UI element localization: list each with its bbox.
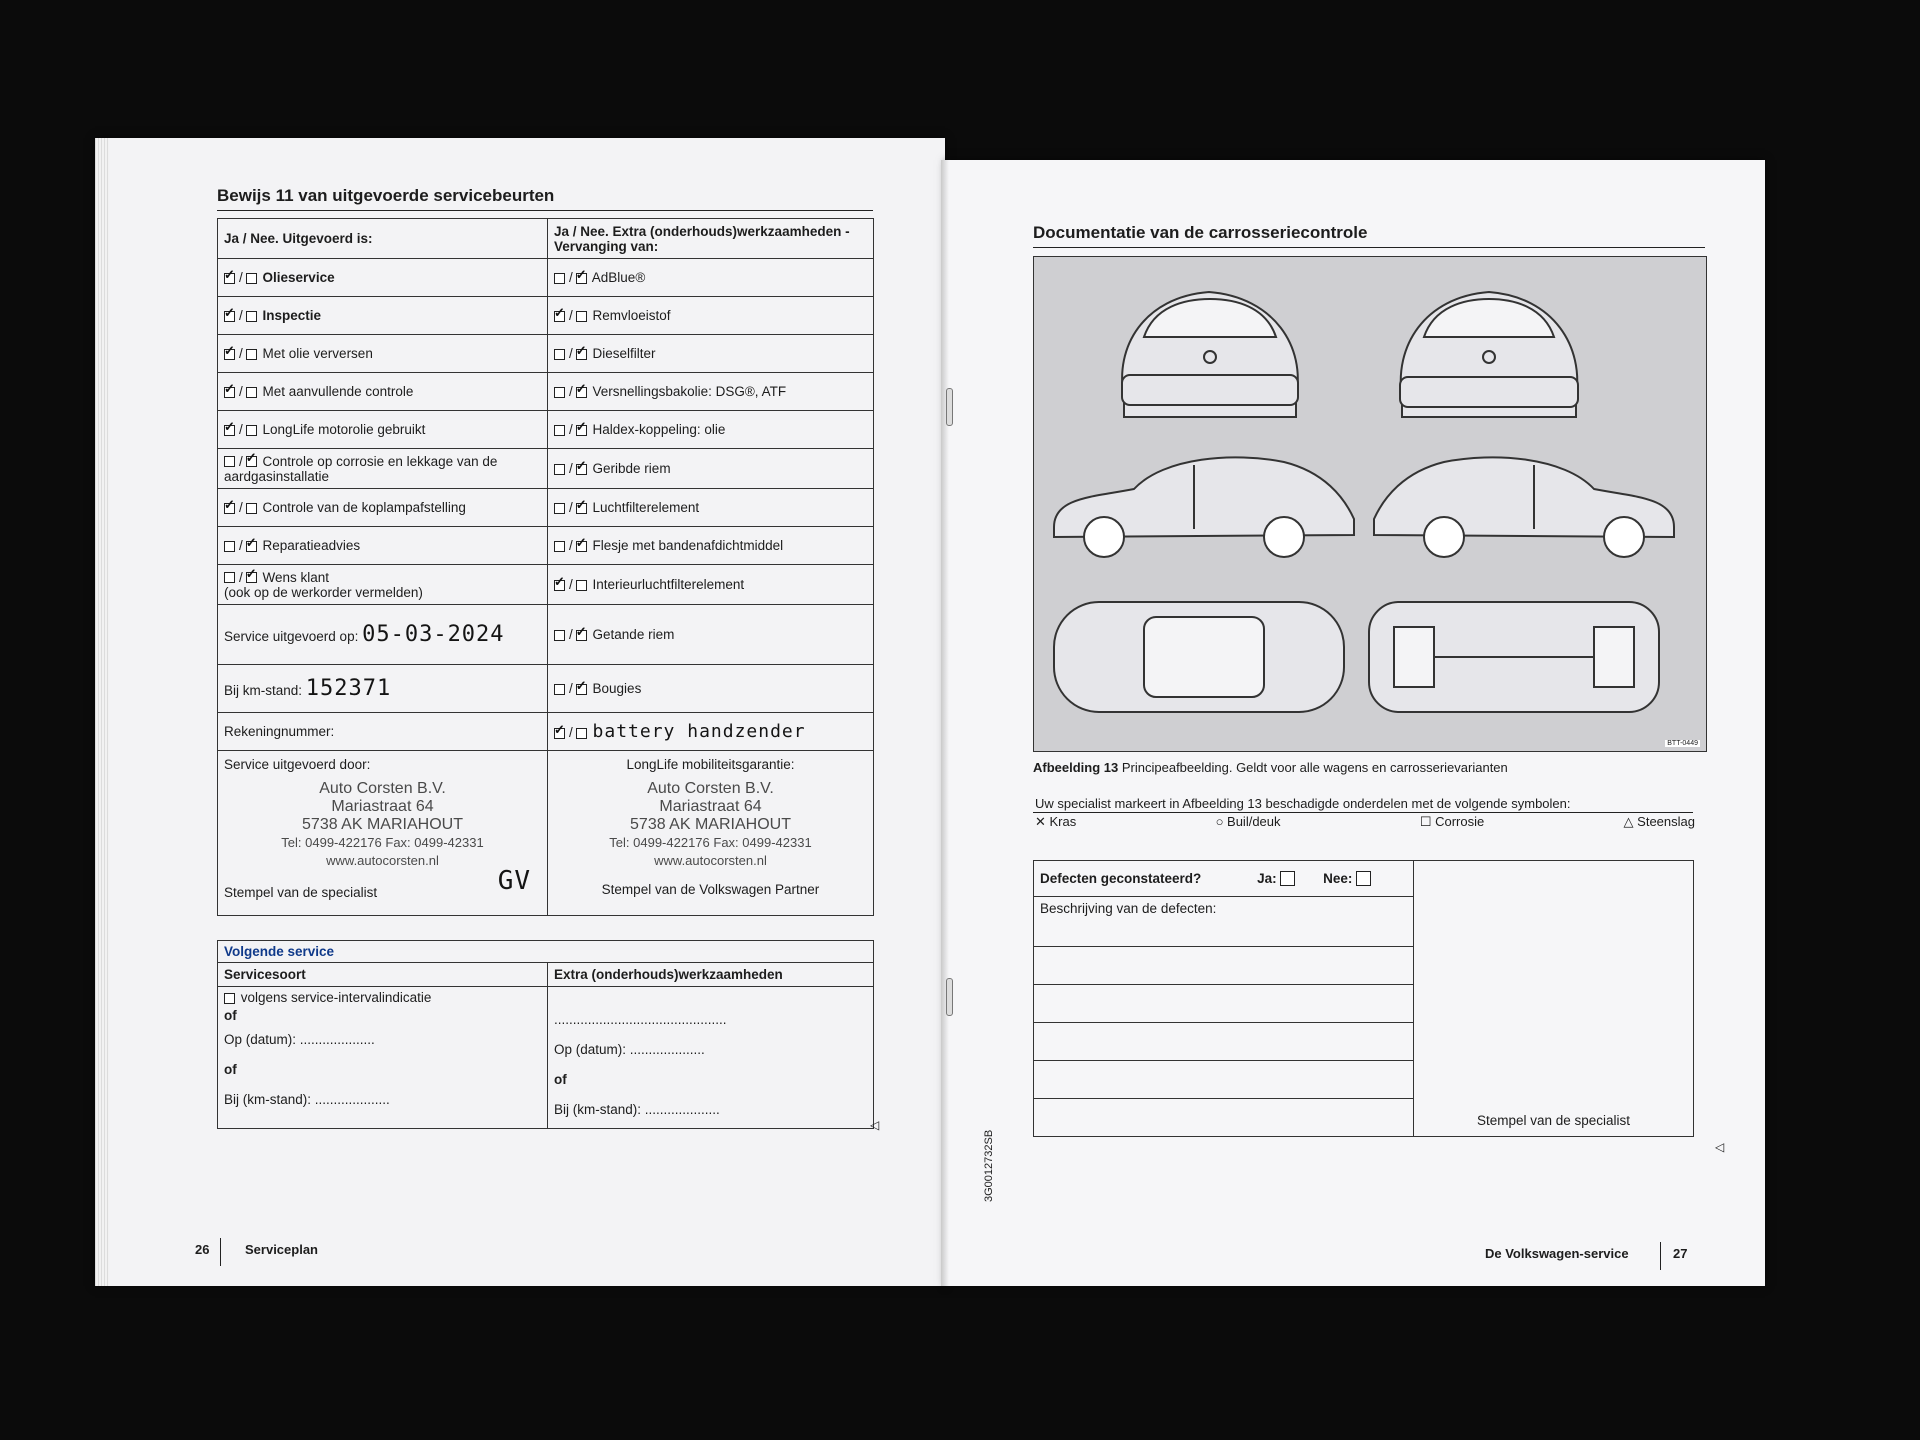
nee-checkbox [246, 541, 257, 552]
checklist-label: Geribde riem [592, 461, 671, 476]
checklist-row [218, 259, 874, 297]
defects-question-cell [1034, 861, 1414, 897]
next-service-title: Volgende service [218, 941, 874, 963]
figure-caption-label: Afbeelding 13 [1033, 760, 1119, 775]
stamp-cell [1414, 861, 1694, 1137]
stamp-line: www.autocorsten.nl [326, 853, 439, 868]
service-booklet [95, 130, 1765, 1290]
checklist-label: Versnellingsbakolie: DSG®, ATF [592, 384, 787, 399]
invoice-label: Rekeningnummer: [224, 724, 335, 739]
checklist-label: Wens klant (ook op de werkorder vermelden) [224, 569, 423, 600]
nee-checkbox [576, 541, 587, 552]
km-field: Bij (km-stand): .................... [224, 1092, 390, 1107]
stamp-line: www.autocorsten.nl [654, 853, 767, 868]
checklist-row [218, 449, 874, 489]
description-cell [1034, 897, 1414, 947]
performed-item-cell: ✓/ LongLife motorolie gebruikt [218, 411, 548, 449]
longlife-cell [548, 751, 874, 916]
performed-item-cell: ✓/ Olieservice [218, 259, 548, 297]
ja-checkbox [224, 541, 235, 552]
checklist-row [218, 411, 874, 449]
checkbox [224, 993, 235, 1004]
checklist-label: AdBlue® [591, 270, 646, 285]
symbol-legend [1035, 814, 1695, 830]
replacement-item-cell: /✓ Flesje met bandenafdichtmiddel [548, 527, 874, 565]
checklist-label: Met aanvullende controle [262, 384, 414, 399]
extra-work-cell [548, 987, 874, 1129]
car-outlines [1034, 257, 1706, 751]
performed-item-cell: /✓ Reparatieadvies [218, 527, 548, 565]
checklist-label: Haldex-koppeling: olie [592, 422, 726, 437]
stamp-specialist-label: Stempel van de specialist [224, 885, 378, 900]
extra-work-header: Extra (onderhouds)werkzaamheden [548, 963, 874, 987]
nee-checkbox [246, 273, 257, 284]
nee-checkbox [1356, 871, 1371, 886]
checklist-label: Controle op corrosie en lekkage van de aardgasinstallatie [224, 453, 498, 484]
ja-checkbox [224, 273, 235, 284]
ja-checkbox [1280, 871, 1295, 886]
dealer-stamp-right [554, 780, 867, 870]
performed-item-cell: /✓ Wens klant (ook op de werkorder vermelden) [218, 565, 548, 605]
checklist-row [218, 335, 874, 373]
or-label: of [224, 1062, 237, 1077]
performed-item-cell: /✓ Controle op corrosie en lekkage van de aardgasinstallatie [218, 449, 548, 489]
car-top-view [1054, 602, 1344, 712]
checklist-label: Reparatieadvies [262, 538, 361, 553]
stamp-line: Tel: 0499-422176 Fax: 0499-42331 [609, 835, 812, 850]
ja-checkbox [554, 464, 565, 475]
checklist-row [218, 373, 874, 411]
service-type-header: Servicesoort [218, 963, 548, 987]
checklist-label: Controle van de koplampafstelling [262, 500, 466, 515]
description-line [1034, 1099, 1414, 1137]
service-date-label: Service uitgevoerd op: [224, 629, 359, 644]
nee-checkbox [576, 684, 587, 695]
nee-checkbox [246, 387, 257, 398]
ja-checkbox [554, 580, 565, 591]
description-line [1034, 1023, 1414, 1061]
replacement-item-cell: /✓ Dieselfilter [548, 335, 874, 373]
col1-header: Ja / Nee. Uitgevoerd is: [218, 219, 548, 259]
nee-checkbox [576, 728, 587, 739]
symbol-scratch: ✕ Kras [1035, 814, 1077, 829]
stamp-line: 5738 AK MARIAHOUT [630, 816, 791, 833]
checklist-label: Dieselfilter [592, 346, 656, 361]
ja-checkbox [554, 684, 565, 695]
symbol-corrosion: ☐ Corrosie [1419, 814, 1485, 829]
body-diagram [1033, 256, 1707, 752]
dots-line: .............................................. [554, 1012, 727, 1027]
symbols-intro: Uw specialist markeert in Afbeelding 13 beschadigde onderdelen met de volgende symbolen: [1035, 796, 1571, 811]
nee-checkbox [576, 630, 587, 641]
nee-checkbox [576, 503, 587, 514]
ja-checkbox [554, 273, 565, 284]
page-edges [95, 138, 109, 1286]
continue-triangle: ◁ [870, 1118, 880, 1132]
page-number-left: 26 [195, 1242, 210, 1257]
booklet-spine [941, 160, 949, 1286]
car-side-left [1054, 457, 1354, 557]
right-page-title: Documentatie van de carrosseriecontrole [1033, 223, 1368, 242]
nee-label: Nee: [1323, 870, 1353, 886]
initials: GV [497, 866, 531, 896]
checklist-label: Bougies [592, 681, 642, 696]
replacement-item-cell: /✓ Geribde riem [548, 449, 874, 489]
checklist-label: Interieurluchtfilterelement [592, 577, 745, 592]
figure-caption [1033, 760, 1508, 775]
ja-checkbox [224, 387, 235, 398]
checklist-label: Luchtfilterelement [592, 500, 700, 515]
replacement-item-cell: ✓ / Interieurluchtfilterelement [548, 565, 874, 605]
car-rear-view [1122, 292, 1298, 417]
checklist-row [218, 489, 874, 527]
date-field: Op (datum): .................... [224, 1032, 375, 1047]
ja-checkbox [554, 425, 565, 436]
or-label: of [224, 1008, 237, 1023]
ja-checkbox [224, 311, 235, 322]
col2-header: Ja / Nee. Extra (onderhouds)werkzaamheden - Vervanging van: [548, 219, 874, 259]
or-label: of [554, 1072, 567, 1087]
performed-item-cell: ✓/ Controle van de koplampafstelling [218, 489, 548, 527]
ja-checkbox [554, 349, 565, 360]
ja-checkbox [554, 728, 565, 739]
car-front-view [1400, 292, 1578, 417]
staple-top [946, 388, 953, 426]
performed-by-label: Service uitgevoerd door: [224, 757, 371, 772]
car-side-right [1374, 457, 1674, 557]
replacement-item-cell: /✓ Luchtfilterelement [548, 489, 874, 527]
nee-checkbox [576, 349, 587, 360]
stamp-line: Mariastraat 64 [331, 798, 434, 815]
description-line [1034, 1061, 1414, 1099]
nee-checkbox [576, 273, 587, 284]
dealer-stamp-left [224, 780, 541, 870]
checklist-label: Met olie verversen [262, 346, 373, 361]
checklist-row [218, 297, 874, 335]
service-date-cell [218, 605, 548, 665]
performed-item-cell: ✓/ Inspectie [218, 297, 548, 335]
ja-checkbox [554, 503, 565, 514]
nee-checkbox [576, 387, 587, 398]
staple-bottom [946, 978, 953, 1016]
ja-checkbox [224, 425, 235, 436]
stamp-line: Mariastraat 64 [659, 798, 762, 815]
description-line [1034, 985, 1414, 1023]
title-rule [217, 210, 873, 211]
car-underbody-view [1369, 602, 1659, 712]
ja-checkbox [224, 456, 235, 467]
document-code: 3G0012732SB [983, 1129, 995, 1202]
stamp-line: Auto Corsten B.V. [647, 780, 774, 797]
figure-caption-text: Principeafbeelding. Geldt voor alle wagens en carrosserievarianten [1121, 760, 1508, 775]
extra-row-cell: ✓ / battery handzender [548, 713, 874, 751]
extra-row-cell: /✓ Bougies [548, 665, 874, 713]
ja-checkbox [554, 541, 565, 552]
ja-label: Ja: [1257, 870, 1277, 886]
title-rule [1033, 247, 1705, 248]
ja-checkbox [224, 572, 235, 583]
stamp-line: Auto Corsten B.V. [319, 780, 446, 797]
km-value: 152371 [305, 676, 392, 701]
nee-checkbox [576, 425, 587, 436]
ja-checkbox [554, 387, 565, 398]
checklist-row [218, 565, 874, 605]
next-service-table [217, 940, 874, 1129]
left-page-title: Bewijs 11 van uitgevoerde servicebeurten [217, 186, 555, 205]
replacement-item-cell: /✓ Haldex-koppeling: olie [548, 411, 874, 449]
checklist-label: Olieservice [262, 270, 335, 285]
defects-table [1033, 860, 1694, 1137]
nee-checkbox [246, 311, 257, 322]
description-label: Beschrijving van de defecten: [1040, 901, 1217, 916]
checklist-label: LongLife motorolie gebruikt [262, 422, 426, 437]
ja-checkbox [224, 349, 235, 360]
performed-item-cell: ✓/ Met aanvullende controle [218, 373, 548, 411]
stamp-partner-label: Stempel van de Volkswagen Partner [601, 882, 820, 897]
description-line [1034, 947, 1414, 985]
nee-checkbox [576, 464, 587, 475]
km-cell [218, 665, 548, 713]
ja-checkbox [224, 503, 235, 514]
service-type-cell [218, 987, 548, 1129]
nee-checkbox [246, 456, 257, 467]
service-proof-table [217, 218, 874, 916]
nee-checkbox [576, 311, 587, 322]
km-field: Bij (km-stand): .................... [554, 1102, 720, 1117]
stamp-line: 5738 AK MARIAHOUT [302, 816, 463, 833]
checklist-row [218, 527, 874, 565]
checklist-label: Flesje met bandenafdichtmiddel [592, 538, 784, 553]
extra-row-cell: /✓ Getande riem [548, 605, 874, 665]
replacement-item-cell: ✓ / Remvloeistof [548, 297, 874, 335]
performed-by-cell [218, 751, 548, 916]
nee-checkbox [576, 580, 587, 591]
km-label: Bij km-stand: [224, 683, 303, 698]
service-date-value: 05-03-2024 [362, 622, 505, 647]
continue-triangle: ◁ [1715, 1140, 1725, 1154]
nee-checkbox [246, 349, 257, 360]
invoice-cell [218, 713, 548, 751]
defects-label: Defecten geconstateerd? [1040, 870, 1202, 886]
nee-checkbox [246, 572, 257, 583]
performed-item-cell: ✓/ Met olie verversen [218, 335, 548, 373]
section-right: De Volkswagen-service [1485, 1246, 1629, 1261]
ja-checkbox [554, 630, 565, 641]
checklist-label: Remvloeistof [592, 308, 671, 323]
page-number-right: 27 [1673, 1246, 1688, 1261]
nee-checkbox [246, 425, 257, 436]
nee-checkbox [246, 503, 257, 514]
replacement-item-cell: /✓ Versnellingsbakolie: DSG®, ATF [548, 373, 874, 411]
symbol-stonechip: △ Steenslag [1623, 814, 1695, 829]
stamp-specialist-label: Stempel van de specialist [1476, 1113, 1631, 1128]
checklist-label: Inspectie [262, 308, 322, 323]
handwritten-item: battery handzender [592, 721, 806, 742]
checklist-label: Getande riem [592, 627, 675, 642]
replacement-item-cell: /✓ AdBlue® [548, 259, 874, 297]
stamp-line: Tel: 0499-422176 Fax: 0499-42331 [281, 835, 484, 850]
section-left: Serviceplan [245, 1242, 318, 1257]
interval-option: volgens service-intervalindicatie [240, 990, 432, 1005]
ja-checkbox [554, 311, 565, 322]
date-field: Op (datum): .................... [554, 1042, 705, 1057]
longlife-label: LongLife mobiliteitsgarantie: [626, 757, 795, 772]
figure-code: BTT-0449 [1667, 740, 1698, 747]
symbol-dent: ○ Buil/deuk [1215, 814, 1281, 829]
